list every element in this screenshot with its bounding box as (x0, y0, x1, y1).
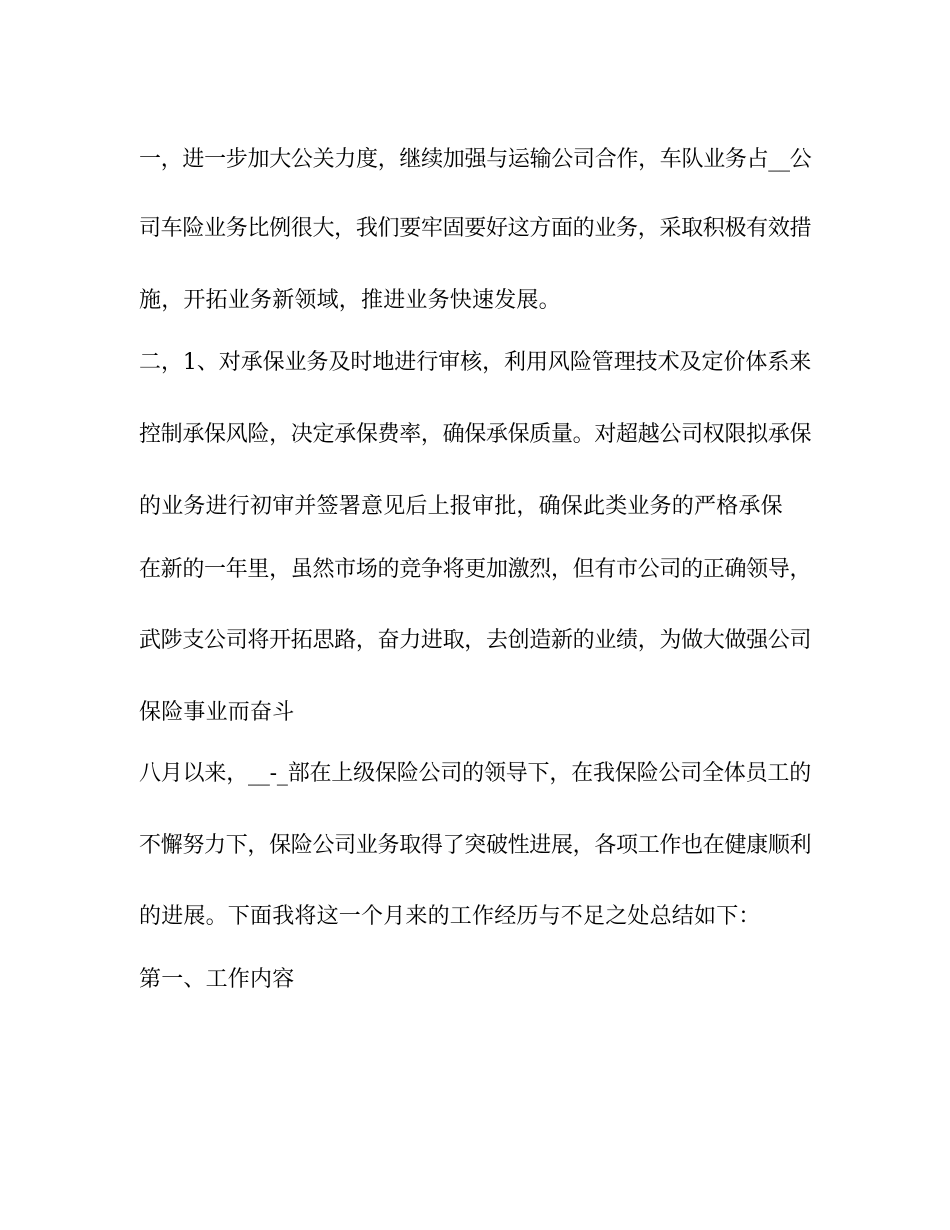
paragraph-1-line-2: 司车险业务比例很大，我们要牢固要好这方面的业务，采取积极有效措 (139, 216, 812, 241)
paragraph-4-line-3: 的进展。下面我将这一个月来的工作经历与不足之处总结如下： (139, 904, 761, 929)
paragraph-2-line-3: 的业务进行初审并签署意见后上报审批，确保此类业务的严格承保 (139, 494, 783, 519)
paragraph-2-line-1: 二，1、对承保业务及时地进行审核，利用风险管理技术及定价体系来 (139, 350, 812, 375)
paragraph-2-line-2: 控制承保风险，决定承保费率，确保承保质量。对超越公司权限拟承保 (139, 422, 812, 447)
paragraph-1-line-3: 施，开拓业务新领域，推进业务快速发展。 (139, 288, 561, 313)
paragraph-4-line-1: 八月以来，__-_部在上级保险公司的领导下，在我保险公司全体员工的 (139, 761, 812, 786)
paragraph-1-line-1: 一，进一步加大公关力度，继续加强与运输公司合作，车队业务占__公 (139, 147, 812, 172)
paragraph-3-line-3: 保险事业而奋斗 (139, 700, 295, 725)
paragraph-3-line-2: 武陟支公司将开拓思路，奋力进取，去创造新的业绩，为做大做强公司 (139, 628, 812, 653)
paragraph-3-line-1: 在新的一年里，虽然市场的竞争将更加激烈，但有市公司的正确领导， (139, 557, 812, 582)
section-heading: 第一、工作内容 (139, 967, 295, 992)
paragraph-4-line-2: 不懈努力下，保险公司业务取得了突破性进展，各项工作也在健康顺利 (139, 833, 812, 858)
